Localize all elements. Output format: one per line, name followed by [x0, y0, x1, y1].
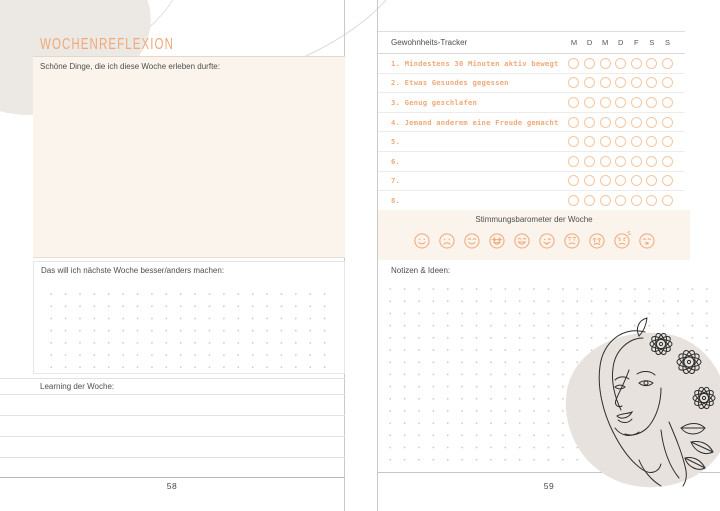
habit-checkbox-circle[interactable] — [662, 175, 673, 186]
angry-face-icon[interactable] — [612, 231, 631, 250]
habit-checkbox-circle[interactable] — [615, 136, 626, 147]
crying-face-icon[interactable] — [587, 231, 606, 250]
dizzy-face-icon[interactable] — [637, 231, 656, 250]
habit-label: 7. — [391, 176, 401, 186]
nice-things-writing-area[interactable] — [33, 56, 345, 258]
flower — [692, 386, 715, 410]
habit-day-circles — [568, 195, 673, 206]
habit-checkbox-circle[interactable] — [600, 195, 611, 206]
happy-face-icon[interactable] — [412, 231, 431, 250]
habit-checkbox-circle[interactable] — [631, 58, 642, 69]
flower — [676, 349, 701, 375]
habit-checkbox-circle[interactable] — [584, 97, 595, 108]
page-bottom-rule — [0, 477, 345, 478]
habit-label: 4. Jemand anderem eine Freude gemacht — [391, 117, 559, 127]
day-header-letter: M — [602, 38, 609, 47]
habit-label: 8. — [391, 195, 401, 205]
improve-writing-area[interactable] — [33, 261, 345, 374]
habit-checkbox-circle[interactable] — [600, 175, 611, 186]
habit-checkbox-circle[interactable] — [615, 58, 626, 69]
mood-faces-row — [378, 231, 690, 250]
habit-checkbox-circle[interactable] — [584, 136, 595, 147]
worried-face-icon[interactable] — [562, 231, 581, 250]
habit-tracker-title: Gewohnheits-Tracker — [391, 38, 468, 47]
woman-line-art-illustration — [572, 310, 720, 492]
habit-label: 6. — [391, 156, 401, 166]
habit-day-circles — [568, 97, 673, 108]
habit-checkbox-circle[interactable] — [662, 136, 673, 147]
mood-barometer — [378, 210, 690, 260]
habit-checkbox-circle[interactable] — [646, 97, 657, 108]
writing-line[interactable] — [0, 415, 345, 416]
divider — [0, 378, 345, 379]
habit-checkbox-circle[interactable] — [568, 156, 579, 167]
improve-dot-grid[interactable] — [40, 284, 338, 368]
habit-checkbox-circle[interactable] — [631, 195, 642, 206]
habit-checkbox-circle[interactable] — [568, 58, 579, 69]
habit-checkbox-circle[interactable] — [631, 175, 642, 186]
habit-checkbox-circle[interactable] — [584, 195, 595, 206]
habit-checkbox-circle[interactable] — [646, 175, 657, 186]
habit-checkbox-circle[interactable] — [646, 195, 657, 206]
habit-checkbox-circle[interactable] — [662, 58, 673, 69]
silly-face-icon[interactable] — [537, 231, 556, 250]
habit-checkbox-circle[interactable] — [662, 97, 673, 108]
left-page — [0, 0, 345, 511]
habit-checkbox-circle[interactable] — [646, 136, 657, 147]
habit-row — [378, 172, 685, 192]
habit-row — [378, 113, 685, 133]
habit-checkbox-circle[interactable] — [568, 117, 579, 128]
writing-line[interactable] — [0, 394, 345, 395]
habit-checkbox-circle[interactable] — [615, 175, 626, 186]
habit-label: 3. Genug geschlafen — [391, 97, 478, 107]
habit-row — [378, 93, 685, 113]
habit-rows — [378, 54, 685, 211]
habit-checkbox-circle[interactable] — [568, 97, 579, 108]
habit-checkbox-circle[interactable] — [615, 97, 626, 108]
day-header-letter: D — [586, 38, 593, 47]
habit-day-circles — [568, 136, 673, 147]
habit-checkbox-circle[interactable] — [600, 97, 611, 108]
habit-row — [378, 74, 685, 94]
sad-face-icon[interactable] — [437, 231, 456, 250]
habit-checkbox-circle[interactable] — [662, 195, 673, 206]
habit-day-circles — [568, 175, 673, 186]
habit-checkbox-circle[interactable] — [646, 58, 657, 69]
habit-checkbox-circle[interactable] — [631, 136, 642, 147]
habit-checkbox-circle[interactable] — [568, 195, 579, 206]
habit-checkbox-circle[interactable] — [615, 195, 626, 206]
nice-things-label: Schöne Dinge, die ich diese Woche erleben durfte: — [40, 62, 220, 71]
flower — [649, 332, 672, 356]
habit-checkbox-circle[interactable] — [600, 136, 611, 147]
habit-label: 1. Mindestens 30 Minuten aktiv bewegt — [391, 58, 559, 68]
habit-row — [378, 191, 685, 211]
laughing-face-icon[interactable] — [512, 231, 531, 250]
habit-checkbox-circle[interactable] — [631, 117, 642, 128]
day-header-letter: F — [634, 38, 639, 47]
habit-day-circles — [568, 156, 673, 167]
mood-barometer-title: Stimmungsbarometer der Woche — [475, 215, 593, 224]
writing-line[interactable] — [0, 457, 345, 458]
habit-checkbox-circle[interactable] — [584, 117, 595, 128]
habit-checkbox-circle[interactable] — [615, 77, 626, 88]
habit-day-circles — [568, 77, 673, 88]
day-header-letter: S — [664, 38, 670, 47]
habit-checkbox-circle[interactable] — [568, 175, 579, 186]
page-number-right: 59 — [543, 481, 555, 491]
habit-label: 5. — [391, 137, 401, 147]
habit-checkbox-circle[interactable] — [600, 117, 611, 128]
habit-checkbox-circle[interactable] — [568, 136, 579, 147]
day-headers — [568, 38, 673, 47]
habit-day-circles — [568, 58, 673, 69]
habit-checkbox-circle[interactable] — [646, 117, 657, 128]
star-eyes-face-icon[interactable] — [487, 231, 506, 250]
habit-checkbox-circle[interactable] — [584, 77, 595, 88]
habit-checkbox-circle[interactable] — [662, 156, 673, 167]
habit-checkbox-circle[interactable] — [615, 156, 626, 167]
day-header-letter: S — [649, 38, 655, 47]
habit-checkbox-circle[interactable] — [662, 77, 673, 88]
habit-row — [378, 152, 685, 172]
habit-label: 2. Etwas Gesundes gegessen — [391, 78, 509, 88]
habit-checkbox-circle[interactable] — [646, 156, 657, 167]
habit-checkbox-circle[interactable] — [631, 77, 642, 88]
habit-checkbox-circle[interactable] — [662, 117, 673, 128]
day-header-letter: M — [570, 38, 578, 47]
habit-row — [378, 54, 685, 74]
habit-checkbox-circle[interactable] — [600, 77, 611, 88]
habit-checkbox-circle[interactable] — [600, 58, 611, 69]
page-title: WOCHENREFLEXION — [40, 36, 174, 53]
notes-label: Notizen & Ideen: — [391, 266, 451, 275]
habit-checkbox-circle[interactable] — [568, 77, 579, 88]
habit-row — [378, 132, 685, 152]
page-number-left: 58 — [166, 481, 178, 491]
habit-checkbox-circle[interactable] — [584, 175, 595, 186]
day-header-letter: D — [618, 38, 624, 47]
habit-checkbox-circle[interactable] — [631, 156, 642, 167]
habit-day-circles — [568, 117, 673, 128]
habit-checkbox-circle[interactable] — [646, 77, 657, 88]
learning-label: Learning der Woche: — [40, 382, 115, 391]
writing-line[interactable] — [0, 436, 345, 437]
habit-checkbox-circle[interactable] — [631, 97, 642, 108]
habit-tracker-table — [378, 31, 685, 211]
improve-label: Das will ich nächste Woche besser/anders machen: — [41, 266, 225, 275]
habit-tracker-header — [378, 32, 685, 54]
habit-checkbox-circle[interactable] — [615, 117, 626, 128]
habit-checkbox-circle[interactable] — [584, 156, 595, 167]
habit-checkbox-circle[interactable] — [584, 58, 595, 69]
habit-checkbox-circle[interactable] — [600, 156, 611, 167]
content-face-icon[interactable] — [462, 231, 481, 250]
